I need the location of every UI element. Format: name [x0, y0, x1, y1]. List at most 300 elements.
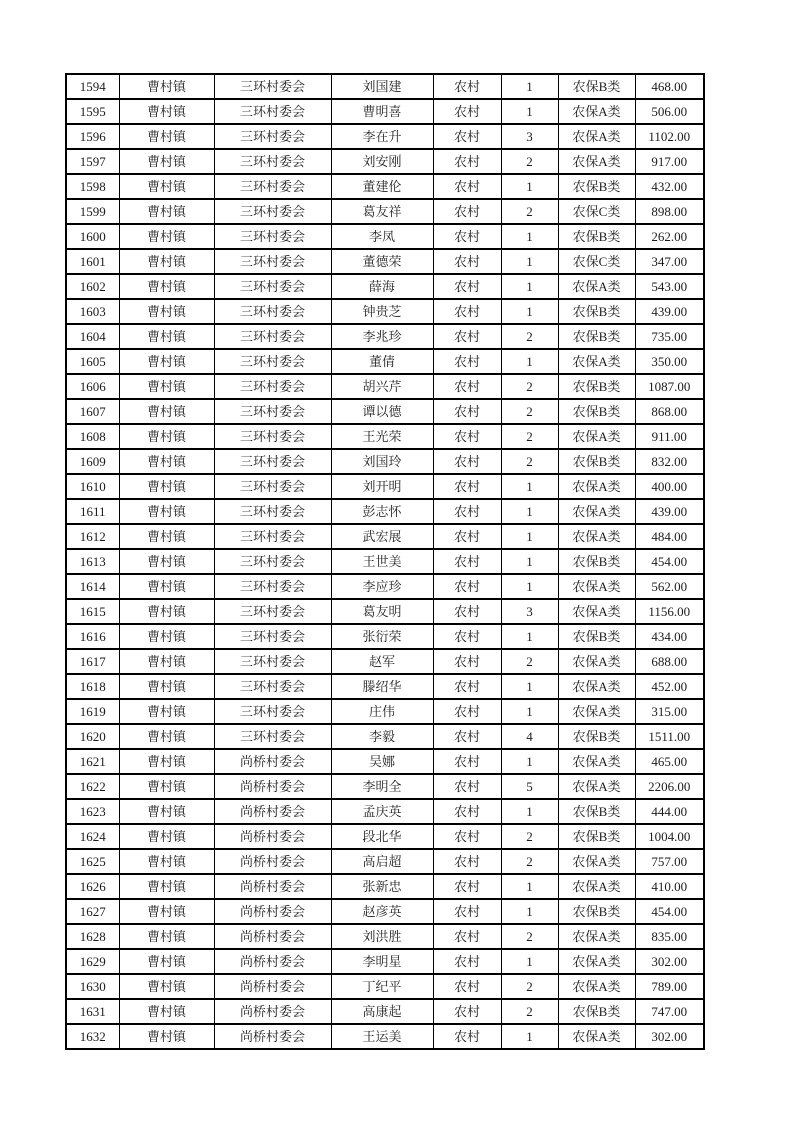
table-row	[66, 824, 704, 849]
cell-serial-number: 1604	[66, 324, 119, 349]
cell-headcount: 1	[501, 899, 558, 924]
cell-person-name: 刘安刚	[331, 149, 433, 174]
cell-village-committee: 三环村委会	[214, 574, 331, 599]
cell-insurance-category: 农保B类	[558, 824, 635, 849]
cell-insurance-category: 农保A类	[558, 349, 635, 374]
cell-residence-type: 农村	[433, 799, 501, 824]
cell-village-committee: 三环村委会	[214, 324, 331, 349]
cell-village-committee: 尚桥村委会	[214, 824, 331, 849]
cell-town: 曹村镇	[119, 574, 214, 599]
cell-village-committee: 三环村委会	[214, 374, 331, 399]
cell-serial-number: 1625	[66, 849, 119, 874]
cell-residence-type: 农村	[433, 649, 501, 674]
cell-town: 曹村镇	[119, 74, 214, 99]
cell-village-committee: 尚桥村委会	[214, 799, 331, 824]
cell-insurance-category: 农保A类	[558, 149, 635, 174]
cell-village-committee: 三环村委会	[214, 599, 331, 624]
cell-insurance-category: 农保A类	[558, 274, 635, 299]
cell-amount: 917.00	[635, 149, 704, 174]
cell-serial-number: 1611	[66, 499, 119, 524]
cell-village-committee: 尚桥村委会	[214, 974, 331, 999]
cell-town: 曹村镇	[119, 924, 214, 949]
cell-headcount: 2	[501, 849, 558, 874]
cell-person-name: 李在升	[331, 124, 433, 149]
cell-village-committee: 三环村委会	[214, 624, 331, 649]
cell-person-name: 胡兴芹	[331, 374, 433, 399]
cell-town: 曹村镇	[119, 799, 214, 824]
cell-person-name: 谭以德	[331, 399, 433, 424]
table-row	[66, 474, 704, 499]
table-row	[66, 274, 704, 299]
cell-town: 曹村镇	[119, 624, 214, 649]
cell-person-name: 孟庆英	[331, 799, 433, 824]
cell-amount: 432.00	[635, 174, 704, 199]
cell-amount: 735.00	[635, 324, 704, 349]
cell-serial-number: 1607	[66, 399, 119, 424]
cell-residence-type: 农村	[433, 449, 501, 474]
cell-person-name: 张衍荣	[331, 624, 433, 649]
cell-amount: 1004.00	[635, 824, 704, 849]
cell-insurance-category: 农保B类	[558, 899, 635, 924]
cell-residence-type: 农村	[433, 199, 501, 224]
cell-town: 曹村镇	[119, 724, 214, 749]
cell-serial-number: 1595	[66, 99, 119, 124]
cell-serial-number: 1600	[66, 224, 119, 249]
cell-insurance-category: 农保B类	[558, 324, 635, 349]
cell-person-name: 武宏展	[331, 524, 433, 549]
cell-serial-number: 1599	[66, 199, 119, 224]
table-row	[66, 299, 704, 324]
cell-residence-type: 农村	[433, 349, 501, 374]
cell-serial-number: 1602	[66, 274, 119, 299]
cell-serial-number: 1630	[66, 974, 119, 999]
cell-town: 曹村镇	[119, 124, 214, 149]
cell-person-name: 张新忠	[331, 874, 433, 899]
cell-insurance-category: 农保B类	[558, 224, 635, 249]
cell-amount: 898.00	[635, 199, 704, 224]
cell-person-name: 丁纪平	[331, 974, 433, 999]
cell-town: 曹村镇	[119, 199, 214, 224]
cell-insurance-category: 农保B类	[558, 74, 635, 99]
cell-amount: 1511.00	[635, 724, 704, 749]
cell-headcount: 4	[501, 724, 558, 749]
table-row	[66, 399, 704, 424]
table-row	[66, 74, 704, 99]
cell-insurance-category: 农保B类	[558, 799, 635, 824]
table-row	[66, 174, 704, 199]
cell-residence-type: 农村	[433, 74, 501, 99]
cell-insurance-category: 农保B类	[558, 374, 635, 399]
cell-residence-type: 农村	[433, 674, 501, 699]
cell-serial-number: 1632	[66, 1024, 119, 1049]
table-row	[66, 999, 704, 1024]
cell-person-name: 董德荣	[331, 249, 433, 274]
cell-town: 曹村镇	[119, 249, 214, 274]
cell-person-name: 曹明喜	[331, 99, 433, 124]
cell-headcount: 2	[501, 399, 558, 424]
cell-village-committee: 三环村委会	[214, 674, 331, 699]
cell-village-committee: 三环村委会	[214, 74, 331, 99]
cell-person-name: 王光荣	[331, 424, 433, 449]
cell-town: 曹村镇	[119, 224, 214, 249]
cell-serial-number: 1627	[66, 899, 119, 924]
cell-headcount: 1	[501, 299, 558, 324]
cell-village-committee: 三环村委会	[214, 424, 331, 449]
table-row	[66, 599, 704, 624]
cell-village-committee: 三环村委会	[214, 349, 331, 374]
cell-headcount: 1	[501, 549, 558, 574]
cell-insurance-category: 农保A类	[558, 1024, 635, 1049]
cell-town: 曹村镇	[119, 674, 214, 699]
table-row	[66, 974, 704, 999]
cell-serial-number: 1609	[66, 449, 119, 474]
cell-residence-type: 农村	[433, 749, 501, 774]
cell-amount: 262.00	[635, 224, 704, 249]
table-row	[66, 749, 704, 774]
cell-residence-type: 农村	[433, 499, 501, 524]
cell-headcount: 1	[501, 249, 558, 274]
cell-amount: 757.00	[635, 849, 704, 874]
cell-serial-number: 1603	[66, 299, 119, 324]
cell-amount: 302.00	[635, 1024, 704, 1049]
cell-residence-type: 农村	[433, 949, 501, 974]
cell-residence-type: 农村	[433, 1024, 501, 1049]
cell-amount: 835.00	[635, 924, 704, 949]
cell-amount: 444.00	[635, 799, 704, 824]
cell-person-name: 李兆珍	[331, 324, 433, 349]
cell-insurance-category: 农保A类	[558, 599, 635, 624]
cell-headcount: 1	[501, 499, 558, 524]
cell-person-name: 李毅	[331, 724, 433, 749]
cell-amount: 1087.00	[635, 374, 704, 399]
cell-village-committee: 尚桥村委会	[214, 999, 331, 1024]
cell-serial-number: 1597	[66, 149, 119, 174]
cell-village-committee: 三环村委会	[214, 724, 331, 749]
cell-village-committee: 三环村委会	[214, 274, 331, 299]
cell-person-name: 段北华	[331, 824, 433, 849]
cell-serial-number: 1628	[66, 924, 119, 949]
cell-headcount: 1	[501, 574, 558, 599]
cell-town: 曹村镇	[119, 174, 214, 199]
cell-village-committee: 尚桥村委会	[214, 849, 331, 874]
cell-serial-number: 1594	[66, 74, 119, 99]
cell-residence-type: 农村	[433, 899, 501, 924]
cell-residence-type: 农村	[433, 524, 501, 549]
cell-person-name: 刘洪胜	[331, 924, 433, 949]
cell-village-committee: 三环村委会	[214, 524, 331, 549]
cell-amount: 789.00	[635, 974, 704, 999]
cell-residence-type: 农村	[433, 849, 501, 874]
cell-insurance-category: 农保A类	[558, 874, 635, 899]
cell-insurance-category: 农保A类	[558, 974, 635, 999]
cell-village-committee: 尚桥村委会	[214, 899, 331, 924]
cell-insurance-category: 农保A类	[558, 649, 635, 674]
cell-town: 曹村镇	[119, 99, 214, 124]
table-row	[66, 249, 704, 274]
cell-residence-type: 农村	[433, 924, 501, 949]
cell-insurance-category: 农保B类	[558, 299, 635, 324]
cell-headcount: 1	[501, 674, 558, 699]
table-row	[66, 874, 704, 899]
cell-headcount: 2	[501, 924, 558, 949]
cell-amount: 688.00	[635, 649, 704, 674]
cell-person-name: 赵彦英	[331, 899, 433, 924]
cell-serial-number: 1626	[66, 874, 119, 899]
cell-town: 曹村镇	[119, 999, 214, 1024]
cell-headcount: 1	[501, 949, 558, 974]
cell-amount: 465.00	[635, 749, 704, 774]
cell-insurance-category: 农保A类	[558, 424, 635, 449]
cell-village-committee: 三环村委会	[214, 99, 331, 124]
cell-amount: 347.00	[635, 249, 704, 274]
cell-insurance-category: 农保B类	[558, 174, 635, 199]
table-row	[66, 899, 704, 924]
table-row	[66, 499, 704, 524]
cell-serial-number: 1616	[66, 624, 119, 649]
cell-headcount: 1	[501, 74, 558, 99]
cell-insurance-category: 农保A类	[558, 699, 635, 724]
cell-village-committee: 三环村委会	[214, 549, 331, 574]
cell-insurance-category: 农保B类	[558, 999, 635, 1024]
cell-headcount: 2	[501, 999, 558, 1024]
cell-headcount: 2	[501, 974, 558, 999]
table-row	[66, 124, 704, 149]
cell-serial-number: 1621	[66, 749, 119, 774]
cell-headcount: 1	[501, 274, 558, 299]
cell-insurance-category: 农保C类	[558, 199, 635, 224]
cell-headcount: 3	[501, 599, 558, 624]
cell-town: 曹村镇	[119, 424, 214, 449]
cell-headcount: 1	[501, 224, 558, 249]
table-row	[66, 424, 704, 449]
table-row	[66, 199, 704, 224]
cell-residence-type: 农村	[433, 549, 501, 574]
cell-town: 曹村镇	[119, 524, 214, 549]
cell-headcount: 1	[501, 624, 558, 649]
cell-person-name: 滕绍华	[331, 674, 433, 699]
cell-town: 曹村镇	[119, 324, 214, 349]
cell-residence-type: 农村	[433, 399, 501, 424]
cell-residence-type: 农村	[433, 324, 501, 349]
cell-village-committee: 三环村委会	[214, 649, 331, 674]
cell-serial-number: 1601	[66, 249, 119, 274]
cell-insurance-category: 农保A类	[558, 924, 635, 949]
cell-headcount: 2	[501, 649, 558, 674]
cell-residence-type: 农村	[433, 249, 501, 274]
cell-headcount: 2	[501, 324, 558, 349]
cell-amount: 410.00	[635, 874, 704, 899]
cell-amount: 2206.00	[635, 774, 704, 799]
cell-headcount: 1	[501, 799, 558, 824]
cell-village-committee: 尚桥村委会	[214, 774, 331, 799]
cell-residence-type: 农村	[433, 699, 501, 724]
table-row	[66, 349, 704, 374]
cell-headcount: 2	[501, 149, 558, 174]
cell-residence-type: 农村	[433, 99, 501, 124]
cell-insurance-category: 农保B类	[558, 624, 635, 649]
cell-serial-number: 1598	[66, 174, 119, 199]
table-row	[66, 549, 704, 574]
cell-amount: 454.00	[635, 549, 704, 574]
cell-person-name: 彭志怀	[331, 499, 433, 524]
cell-amount: 1156.00	[635, 599, 704, 624]
cell-person-name: 李明全	[331, 774, 433, 799]
cell-amount: 400.00	[635, 474, 704, 499]
cell-town: 曹村镇	[119, 749, 214, 774]
benefits-table	[65, 73, 705, 1050]
cell-amount: 911.00	[635, 424, 704, 449]
cell-residence-type: 农村	[433, 224, 501, 249]
cell-village-committee: 尚桥村委会	[214, 924, 331, 949]
cell-insurance-category: 农保A类	[558, 574, 635, 599]
table-row	[66, 774, 704, 799]
cell-town: 曹村镇	[119, 649, 214, 674]
cell-serial-number: 1606	[66, 374, 119, 399]
cell-amount: 506.00	[635, 99, 704, 124]
cell-town: 曹村镇	[119, 874, 214, 899]
cell-residence-type: 农村	[433, 274, 501, 299]
cell-residence-type: 农村	[433, 874, 501, 899]
cell-town: 曹村镇	[119, 149, 214, 174]
cell-residence-type: 农村	[433, 374, 501, 399]
cell-serial-number: 1613	[66, 549, 119, 574]
cell-town: 曹村镇	[119, 374, 214, 399]
table-row	[66, 849, 704, 874]
cell-headcount: 2	[501, 449, 558, 474]
cell-amount: 868.00	[635, 399, 704, 424]
cell-person-name: 李明星	[331, 949, 433, 974]
cell-town: 曹村镇	[119, 974, 214, 999]
cell-residence-type: 农村	[433, 574, 501, 599]
cell-serial-number: 1608	[66, 424, 119, 449]
cell-headcount: 1	[501, 524, 558, 549]
cell-amount: 484.00	[635, 524, 704, 549]
cell-headcount: 1	[501, 474, 558, 499]
cell-residence-type: 农村	[433, 824, 501, 849]
cell-village-committee: 三环村委会	[214, 249, 331, 274]
cell-town: 曹村镇	[119, 949, 214, 974]
cell-village-committee: 三环村委会	[214, 699, 331, 724]
table-row	[66, 699, 704, 724]
cell-person-name: 董倩	[331, 349, 433, 374]
cell-person-name: 刘开明	[331, 474, 433, 499]
cell-person-name: 李凤	[331, 224, 433, 249]
cell-insurance-category: 农保B类	[558, 399, 635, 424]
cell-insurance-category: 农保A类	[558, 674, 635, 699]
cell-headcount: 1	[501, 99, 558, 124]
cell-town: 曹村镇	[119, 299, 214, 324]
cell-serial-number: 1596	[66, 124, 119, 149]
cell-town: 曹村镇	[119, 899, 214, 924]
table-row	[66, 524, 704, 549]
table-body	[66, 74, 704, 1049]
cell-headcount: 2	[501, 824, 558, 849]
cell-amount: 302.00	[635, 949, 704, 974]
cell-insurance-category: 农保A类	[558, 124, 635, 149]
cell-village-committee: 三环村委会	[214, 299, 331, 324]
cell-amount: 350.00	[635, 349, 704, 374]
cell-town: 曹村镇	[119, 549, 214, 574]
cell-town: 曹村镇	[119, 499, 214, 524]
cell-village-committee: 三环村委会	[214, 199, 331, 224]
cell-amount: 454.00	[635, 899, 704, 924]
cell-serial-number: 1617	[66, 649, 119, 674]
cell-residence-type: 农村	[433, 624, 501, 649]
cell-residence-type: 农村	[433, 599, 501, 624]
cell-town: 曹村镇	[119, 774, 214, 799]
cell-person-name: 董建伦	[331, 174, 433, 199]
table-row	[66, 149, 704, 174]
cell-insurance-category: 农保B类	[558, 549, 635, 574]
cell-headcount: 2	[501, 199, 558, 224]
cell-town: 曹村镇	[119, 274, 214, 299]
cell-amount: 832.00	[635, 449, 704, 474]
cell-town: 曹村镇	[119, 849, 214, 874]
cell-serial-number: 1612	[66, 524, 119, 549]
cell-amount: 543.00	[635, 274, 704, 299]
cell-insurance-category: 农保C类	[558, 249, 635, 274]
cell-village-committee: 三环村委会	[214, 149, 331, 174]
cell-person-name: 王世美	[331, 549, 433, 574]
cell-village-committee: 三环村委会	[214, 124, 331, 149]
cell-insurance-category: 农保A类	[558, 949, 635, 974]
table-row	[66, 449, 704, 474]
cell-insurance-category: 农保A类	[558, 524, 635, 549]
cell-village-committee: 三环村委会	[214, 499, 331, 524]
cell-headcount: 1	[501, 749, 558, 774]
cell-amount: 1102.00	[635, 124, 704, 149]
cell-insurance-category: 农保B类	[558, 724, 635, 749]
cell-person-name: 钟贵芝	[331, 299, 433, 324]
cell-village-committee: 三环村委会	[214, 174, 331, 199]
cell-amount: 747.00	[635, 999, 704, 1024]
cell-person-name: 葛友明	[331, 599, 433, 624]
cell-headcount: 1	[501, 174, 558, 199]
table-row	[66, 1024, 704, 1049]
cell-residence-type: 农村	[433, 724, 501, 749]
cell-person-name: 高启超	[331, 849, 433, 874]
cell-insurance-category: 农保A类	[558, 774, 635, 799]
cell-amount: 468.00	[635, 74, 704, 99]
table-row	[66, 324, 704, 349]
cell-person-name: 高康起	[331, 999, 433, 1024]
cell-village-committee: 三环村委会	[214, 474, 331, 499]
cell-headcount: 3	[501, 124, 558, 149]
cell-person-name: 庄伟	[331, 699, 433, 724]
table-row	[66, 949, 704, 974]
cell-town: 曹村镇	[119, 399, 214, 424]
cell-insurance-category: 农保B类	[558, 449, 635, 474]
cell-insurance-category: 农保A类	[558, 474, 635, 499]
cell-serial-number: 1619	[66, 699, 119, 724]
cell-town: 曹村镇	[119, 599, 214, 624]
cell-person-name: 李应珍	[331, 574, 433, 599]
cell-person-name: 刘国建	[331, 74, 433, 99]
cell-serial-number: 1615	[66, 599, 119, 624]
cell-serial-number: 1623	[66, 799, 119, 824]
table-row	[66, 724, 704, 749]
cell-residence-type: 农村	[433, 299, 501, 324]
cell-headcount: 2	[501, 424, 558, 449]
cell-person-name: 薛海	[331, 274, 433, 299]
cell-town: 曹村镇	[119, 1024, 214, 1049]
cell-serial-number: 1629	[66, 949, 119, 974]
cell-amount: 562.00	[635, 574, 704, 599]
cell-serial-number: 1605	[66, 349, 119, 374]
cell-serial-number: 1631	[66, 999, 119, 1024]
cell-village-committee: 尚桥村委会	[214, 1024, 331, 1049]
table-row	[66, 224, 704, 249]
